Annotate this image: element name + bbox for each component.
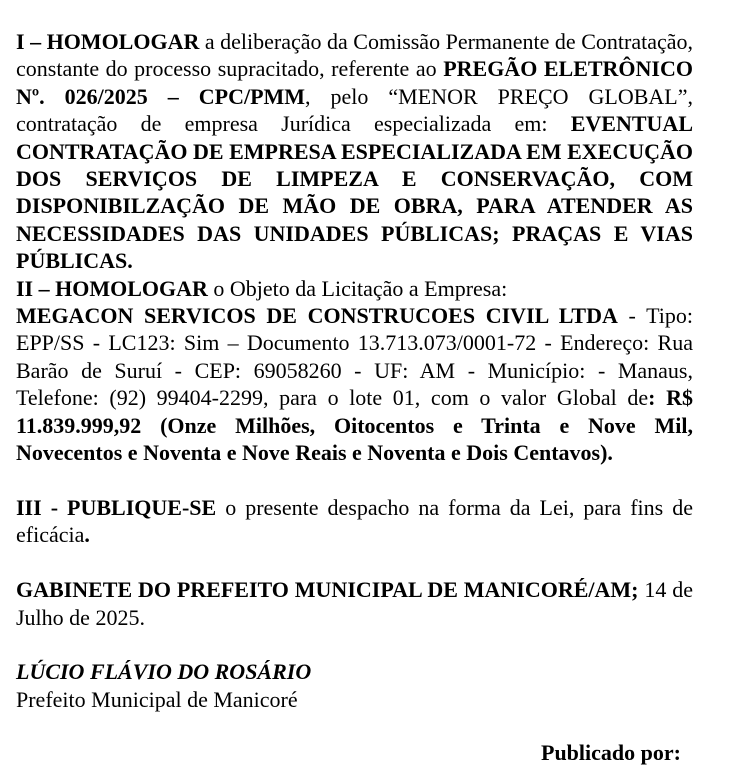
section-iii-paragraph: [16, 494, 693, 549]
closing-paragraph: [16, 576, 693, 631]
spacer: [16, 549, 693, 576]
section-ii-paragraph: [16, 275, 693, 302]
company-paragraph: [16, 302, 693, 466]
spacer: [16, 467, 693, 494]
document-body: [16, 28, 693, 713]
company-name: MEGACON SERVICOS DE CONSTRUCOES CIVIL LTDA: [16, 303, 618, 329]
global-value: : R$ 11.839.999,92 (Onze Milhões, Oitocentos e Trinta e Nove Mil, Novecentos e Noventa e Nove Reais e Noventa e Dois Centavos).: [16, 385, 693, 466]
signatory-name: LÚCIO FLÁVIO DO ROSÁRIO: [16, 659, 312, 685]
section-i-keyword: HOMOLOGAR: [46, 29, 200, 54]
section-i-text: a deliberação da Comissão Permanente de Contratação, constante do processo supracitado, referente ao: [16, 29, 693, 82]
office-name: GABINETE DO PREFEITO MUNICIPAL DE MANICORÉ/AM;: [16, 577, 639, 603]
section-i-colon: :: [541, 111, 571, 137]
process-reference: PREGÃO ELETRÔNICO Nº. 026/2025 – CPC/PMM: [16, 56, 693, 109]
section-iii-prefix: III - PUBLIQUE-SE: [16, 494, 217, 520]
section-i-prefix: I –: [16, 29, 47, 54]
published-by-label: Publicado por:: [541, 740, 681, 765]
section-ii-prefix: II – HOMOLOGAR: [16, 275, 208, 301]
closing-date: 14 de Julho de 2025.: [16, 577, 693, 630]
section-iii-text: o presente despacho na forma da Lei, para fins de eficácia: [16, 494, 693, 548]
section-i-paragraph: [16, 28, 693, 275]
section-ii-text: o Objeto da Licitação a Empresa:: [207, 275, 508, 301]
spacer: [16, 631, 693, 658]
section-i-text-2: , pelo “MENOR PREÇO GLOBAL”, contratação de empresa Jurídica especializada em: [16, 83, 693, 137]
signatory-title: Prefeito Municipal de Manicoré: [16, 686, 298, 712]
company-details: - Tipo: EPP/SS - LC123: Sim – Documento 13.713.073/0001-72 - Endereço: Rua Barão de Suruí - CEP: 69058260 - UF: AM - Município: - Manaus, Telefone: (92) 99404-2299, para o lote 01, com o valor Global de: [16, 303, 693, 411]
contract-object: EVENTUAL CONTRATAÇÃO DE EMPRESA ESPECIALIZADA EM EXECUÇÃO DOS SERVIÇOS DE LIMPEZA E CONSERVAÇÃO, COM DISPONIBILZAÇÃO DE MÃO DE OBRA, PARA ATENDER AS NECESSIDADES DAS UNIDADES PÚBLICAS; PRAÇAS E VIAS PÚBLICAS.: [16, 111, 693, 274]
section-iii-period: .: [84, 522, 90, 548]
